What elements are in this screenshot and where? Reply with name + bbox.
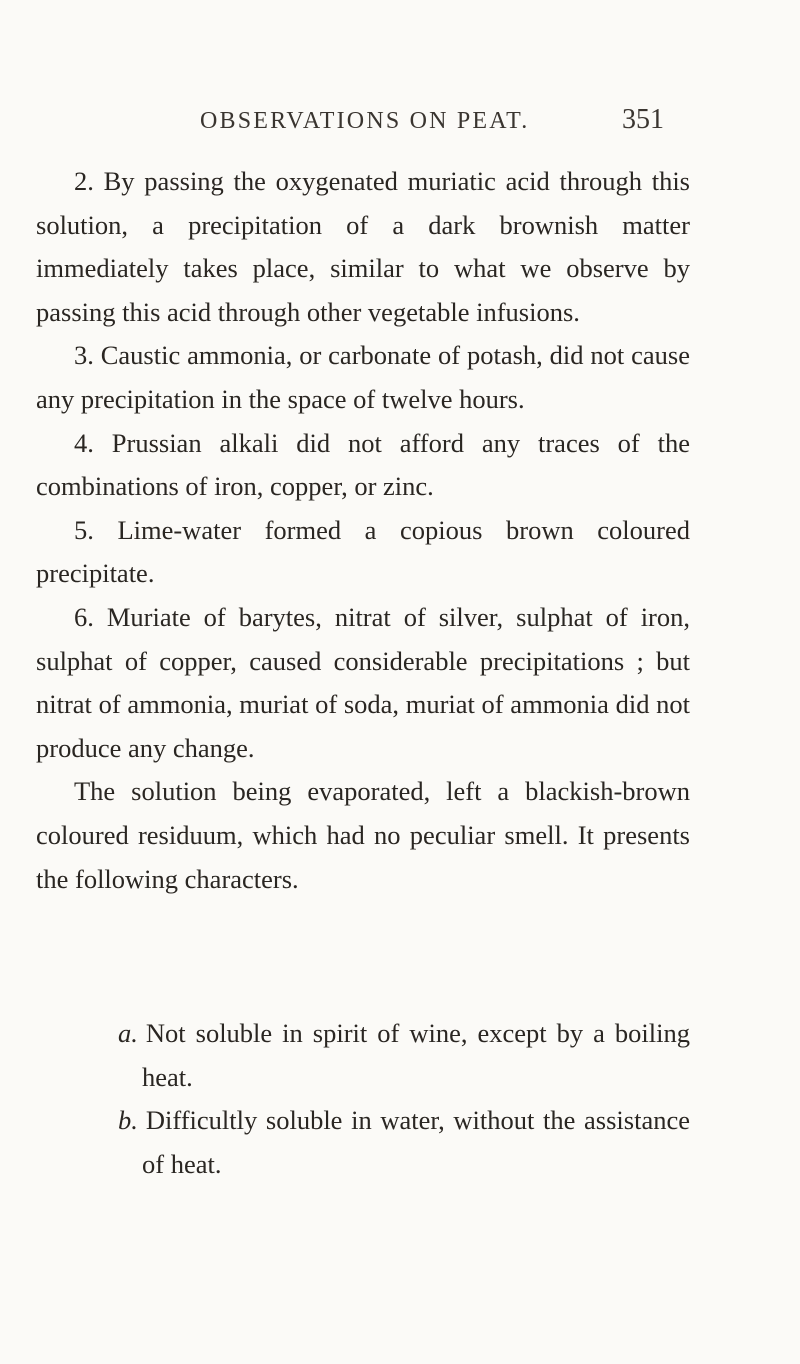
item-text: Difficultly soluble in water, without the assistance of heat. [142,1105,690,1179]
paragraph-3: 3. Caustic ammonia, or carbonate of potash, did not cause any precipitation in the space of twelve hours. [36,340,690,414]
paragraph-5: 5. Lime-water formed a copious brown coloured precipitate. [36,514,690,589]
paragraph-evaporation: The solution being evaporated, left a blackish-brown coloured residuum, which had no peculiar smell. It presents the following characters. [36,776,690,894]
item-letter: a. [118,1018,138,1048]
page-number: 351 [622,104,664,135]
page-header [0,104,800,140]
list-item [118,1012,690,1099]
body-text [36,160,690,901]
paragraph-6: 6. Muriate of barytes, nitrat of silver, sulphat of iron, sulphat of copper, caused considerable precipitations ; but nitrat of ammonia, muriat of soda, muriat of ammonia did not produce any change. [36,601,690,763]
paragraph-4: 4. Prussian alkali did not afford any traces of the combinations of iron, copper, or zinc. [36,427,690,502]
running-head: OBSERVATIONS ON PEAT. [200,108,530,134]
item-text: Not soluble in spirit of wine, except by a boiling heat. [142,1018,690,1092]
characters-list [118,1012,690,1186]
item-letter: b. [118,1105,138,1136]
paragraph-2: 2. By passing the oxygenated muriatic acid through this solution, a precipitation of a dark brownish matter immediately takes place, similar to what we observe by passing this acid through other vegetable infusions. [36,166,690,327]
list-item [118,1099,690,1186]
